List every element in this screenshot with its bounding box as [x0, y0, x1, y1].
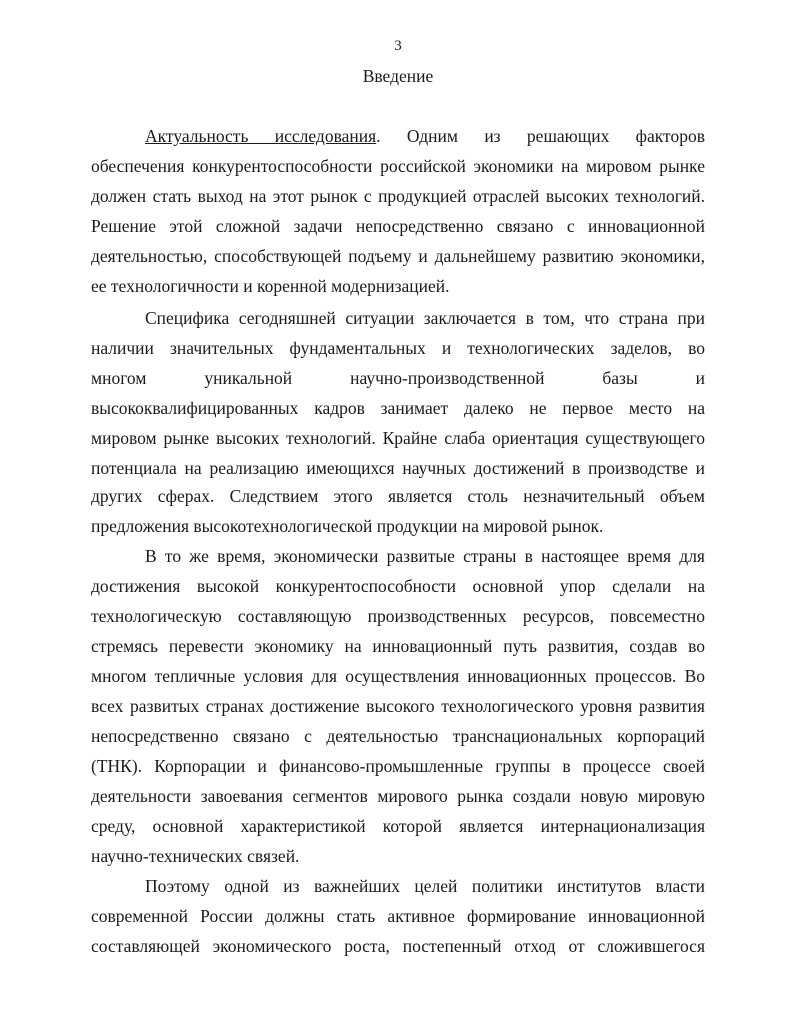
text-line: наличии значительных фундаментальных и технологических заделов, во — [91, 338, 705, 358]
text-line: деятельностью, способствующей подъему и дальнейшему развитию экономики, — [91, 246, 705, 266]
text-line: стремясь перевести экономику на инновационный путь развития, создав во — [91, 636, 705, 656]
text-line: других сферах. Следствием этого является столь незначительный объем — [91, 486, 705, 506]
page-title: Введение — [362, 66, 434, 86]
text-line: непосредственно связано с деятельностью транснациональных корпораций — [91, 726, 705, 746]
text-line: современной России должны стать активное формирование инновационной — [91, 906, 705, 926]
text-line: мировом рынке высоких технологий. Крайне слаба ориентация существующего — [91, 428, 705, 448]
text-line: Решение этой сложной задачи непосредственно связано с инновационной — [91, 216, 705, 236]
text-line: потенциала на реализацию имеющихся научных достижений в производстве и — [91, 458, 705, 478]
text-line: обеспечения конкурентоспособности российской экономики на мировом рынке — [91, 156, 705, 176]
text-line: Поэтому одной из важнейших целей политики институтов власти — [145, 876, 705, 896]
text-line: составляющей экономического роста, постепенный отход от сложившегося — [91, 936, 705, 956]
text-line: ее технологичности и коренной модернизацией. — [91, 276, 450, 296]
text-line: предложения высокотехнологической продукции на мировой рынок. — [91, 516, 604, 536]
text-line: Специфика сегодняшней ситуации заключается в том, что страна при — [145, 308, 705, 328]
emphasis-heading: Актуальность исследования — [145, 126, 377, 146]
text-line: высококвалифицированных кадров занимает далеко не первое место на — [91, 398, 705, 418]
text-line: среду, основной характеристикой которой является интернационализация — [91, 816, 705, 836]
text-line: технологическую составляющую производственных ресурсов, повсеместно — [91, 606, 705, 626]
text-line: В то же время, экономически развитые страны в настоящее время для — [145, 546, 705, 566]
text-line: должен стать выход на этот рынок с продукцией отраслей высоких технологий. — [91, 186, 705, 206]
text-line: научно-технических связей. — [91, 846, 300, 866]
text-line: (ТНК). Корпорации и финансово-промышленные группы в процессе своей — [91, 756, 705, 776]
text-line: многом уникальной научно-производственной базы и — [91, 368, 705, 388]
page-number: 3 — [394, 38, 402, 54]
text-line: многом тепличные условия для осуществления инновационных процессов. Во — [91, 666, 705, 686]
text-line-content: . Одним из решающих факторов — [376, 126, 705, 146]
text-line: деятельности завоевания сегментов мирового рынка создали новую мировую — [91, 786, 705, 806]
text-line: всех развитых странах достижение высокого технологического уровня развития — [91, 696, 705, 716]
text-line: достижения высокой конкурентоспособности основной упор сделали на — [91, 576, 705, 596]
text-line — [145, 124, 705, 148]
